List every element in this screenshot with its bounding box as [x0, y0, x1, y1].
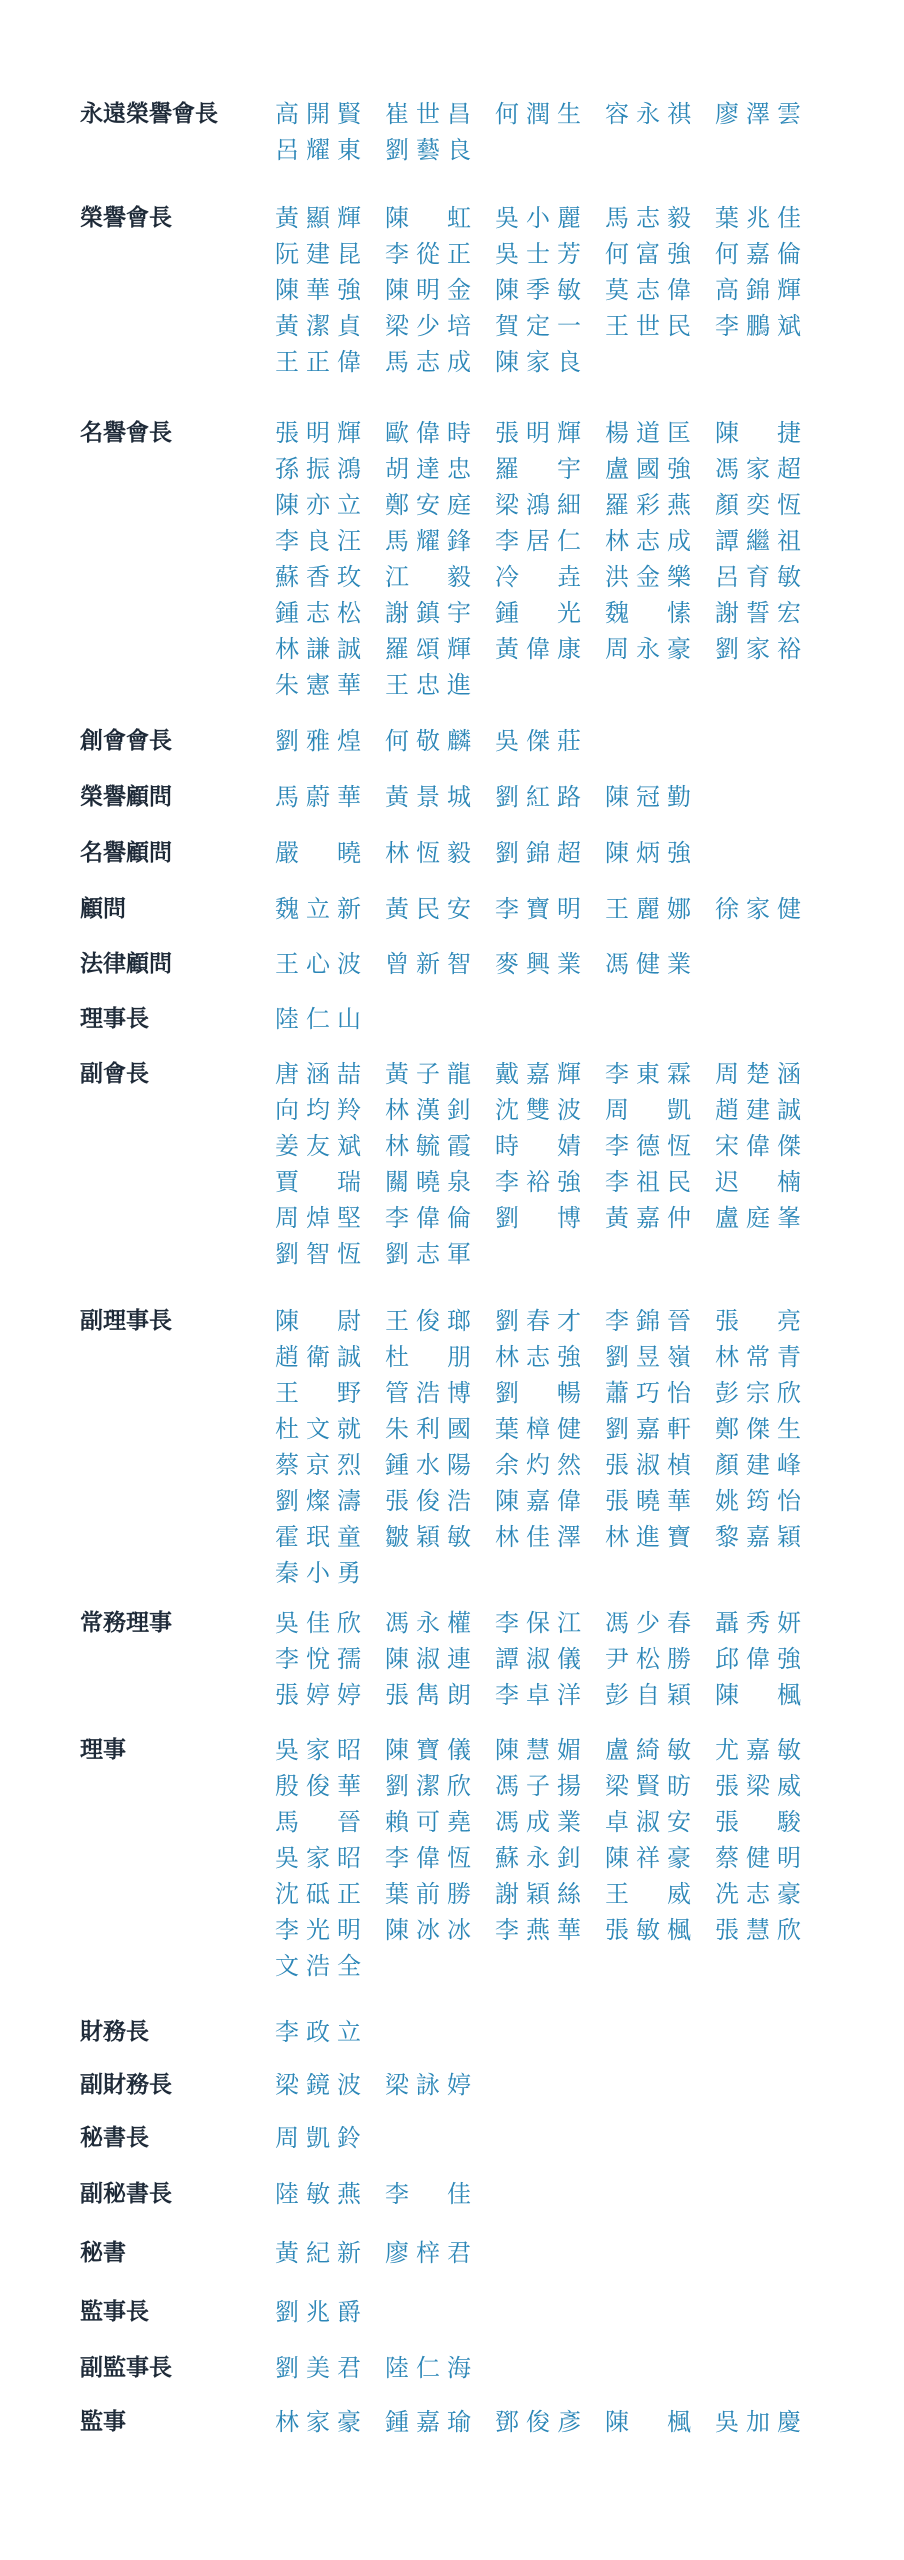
- member-name: 張明輝: [275, 419, 361, 447]
- member-name: 吳士芳: [495, 240, 581, 268]
- member-name: 賀定一: [495, 312, 581, 340]
- member-name: 王忠進: [385, 671, 471, 699]
- member-name: 葉兆佳: [715, 204, 801, 232]
- member-name: 劉雅煌: [275, 727, 361, 755]
- member-name: 李 佳: [385, 2180, 471, 2208]
- name-grid: [275, 950, 835, 979]
- member-name: 陳祥豪: [605, 1844, 691, 1872]
- member-name: 謝鎮宇: [385, 599, 471, 627]
- member-name: 梁少培: [385, 312, 471, 340]
- member-name: 李錦晉: [605, 1307, 691, 1335]
- member-name: 魏 愫: [605, 599, 691, 627]
- member-name: 張明輝: [495, 419, 581, 447]
- member-name: 高開賢: [275, 100, 361, 128]
- member-name: 關曉泉: [385, 1168, 471, 1196]
- member-name: 劉昱嶺: [605, 1343, 691, 1371]
- member-name: 王俊瑯: [385, 1307, 471, 1335]
- member-name: 林漢釗: [385, 1096, 471, 1124]
- name-grid: [275, 783, 835, 812]
- member-name: 冼志豪: [715, 1880, 801, 1908]
- member-name: 迟 楠: [715, 1168, 801, 1196]
- member-name: 馮家超: [715, 455, 801, 483]
- section-title: 法律顧問: [80, 951, 172, 977]
- member-name: 周焯堅: [275, 1204, 361, 1232]
- member-name: 吳家昭: [275, 1844, 361, 1872]
- member-name: 林常青: [715, 1343, 801, 1371]
- member-name: 管浩博: [385, 1379, 471, 1407]
- member-name: 陸仁山: [275, 1005, 361, 1033]
- member-name: 李從正: [385, 240, 471, 268]
- member-name: 劉春才: [495, 1307, 581, 1335]
- member-name: 林佳澤: [495, 1523, 581, 1551]
- member-name: 黃嘉仲: [605, 1204, 691, 1232]
- member-name: 張婷婷: [275, 1681, 361, 1709]
- member-name: 陳慧媚: [495, 1736, 581, 1764]
- member-name: 阮建昆: [275, 240, 361, 268]
- member-name: 趙衛誠: [275, 1343, 361, 1371]
- section-title: 理事長: [80, 1006, 149, 1032]
- member-name: 朱利國: [385, 1415, 471, 1443]
- member-name: 周凱鈴: [275, 2124, 361, 2152]
- member-name: 歐偉時: [385, 419, 471, 447]
- member-name: 霍珉童: [275, 1523, 361, 1551]
- member-name: 黎嘉穎: [715, 1523, 801, 1551]
- name-grid: [275, 839, 835, 868]
- member-name: 譚繼祖: [715, 527, 801, 555]
- member-name: 何潤生: [495, 100, 581, 128]
- section-title: 副監事長: [80, 2355, 172, 2381]
- member-name: 鄧俊彥: [495, 2408, 581, 2436]
- member-name: 劉家裕: [715, 635, 801, 663]
- member-name: 李寶明: [495, 895, 581, 923]
- name-grid: [275, 2298, 835, 2327]
- member-name: 張曉華: [605, 1487, 691, 1515]
- member-name: 張淑楨: [605, 1451, 691, 1479]
- member-name: 唐涵喆: [275, 1060, 361, 1088]
- member-name: 冷 垚: [495, 563, 581, 591]
- member-name: 吳家昭: [275, 1736, 361, 1764]
- member-name: 鄭傑生: [715, 1415, 801, 1443]
- member-name: 麥興業: [495, 950, 581, 978]
- member-name: 林家豪: [275, 2408, 361, 2436]
- member-name: 何嘉倫: [715, 240, 801, 268]
- member-name: 周永豪: [605, 635, 691, 663]
- member-name: 劉智恆: [275, 1240, 361, 1268]
- member-name: 賴可堯: [385, 1808, 471, 1836]
- member-name: 謝誓宏: [715, 599, 801, 627]
- member-name: 文浩全: [275, 1952, 361, 1980]
- section-title: 顧問: [80, 896, 126, 922]
- section-title: 副財務長: [80, 2072, 172, 2098]
- member-name: 馬志成: [385, 348, 471, 376]
- member-name: 吳加慶: [715, 2408, 801, 2436]
- member-name: 張敏楓: [605, 1916, 691, 1944]
- member-name: 戴嘉輝: [495, 1060, 581, 1088]
- member-name: 邱偉強: [715, 1645, 801, 1673]
- section-title: 創會會長: [80, 728, 172, 754]
- member-name: 葉樟健: [495, 1415, 581, 1443]
- member-name: 陳 虹: [385, 204, 471, 232]
- member-name: 秦小勇: [275, 1559, 361, 1587]
- member-name: 顏建峰: [715, 1451, 801, 1479]
- member-name: 林志成: [605, 527, 691, 555]
- member-name: 林毓霞: [385, 1132, 471, 1160]
- member-name: 何富強: [605, 240, 691, 268]
- member-name: 曾新智: [385, 950, 471, 978]
- member-name: 陳冠勤: [605, 783, 691, 811]
- member-name: 陳華強: [275, 276, 361, 304]
- name-grid: [275, 1736, 835, 1981]
- member-name: 廖梓君: [385, 2239, 471, 2267]
- member-name: 莫志偉: [605, 276, 691, 304]
- member-name: 向均羚: [275, 1096, 361, 1124]
- member-name: 沈砥正: [275, 1880, 361, 1908]
- name-grid: [275, 1307, 835, 1588]
- member-name: 劉兆爵: [275, 2298, 361, 2326]
- member-name: 容永祺: [605, 100, 691, 128]
- member-name: 彭自穎: [605, 1681, 691, 1709]
- member-name: 宋偉傑: [715, 1132, 801, 1160]
- name-grid: [275, 2071, 835, 2100]
- member-name: 張雋朗: [385, 1681, 471, 1709]
- member-name: 沈雙波: [495, 1096, 581, 1124]
- member-name: 周 凱: [605, 1096, 691, 1124]
- member-name: 蔡京烈: [275, 1451, 361, 1479]
- member-name: 黃民安: [385, 895, 471, 923]
- name-grid: [275, 2239, 835, 2268]
- member-name: 林志強: [495, 1343, 581, 1371]
- member-name: 劉潔欣: [385, 1772, 471, 1800]
- member-name: 盧綺敏: [605, 1736, 691, 1764]
- member-name: 李保江: [495, 1609, 581, 1637]
- name-grid: [275, 1609, 835, 1710]
- member-name: 陳亦立: [275, 491, 361, 519]
- member-name: 鍾志松: [275, 599, 361, 627]
- member-name: 皺穎敏: [385, 1523, 471, 1551]
- member-name: 陳 尉: [275, 1307, 361, 1335]
- section-title: 名譽會長: [80, 420, 172, 446]
- member-name: 姜友斌: [275, 1132, 361, 1160]
- member-name: 馬耀鋒: [385, 527, 471, 555]
- member-name: 王心波: [275, 950, 361, 978]
- member-name: 王麗娜: [605, 895, 691, 923]
- member-name: 鍾 光: [495, 599, 581, 627]
- member-name: 李良汪: [275, 527, 361, 555]
- member-name: 楊道匡: [605, 419, 691, 447]
- member-name: 廖澤雲: [715, 100, 801, 128]
- member-name: 蘇永釗: [495, 1844, 581, 1872]
- section-title: 榮譽會長: [80, 205, 172, 231]
- member-name: 王 野: [275, 1379, 361, 1407]
- member-name: 顏奕恆: [715, 491, 801, 519]
- member-name: 吳小麗: [495, 204, 581, 232]
- member-name: 江 毅: [385, 563, 471, 591]
- member-name: 黃子龍: [385, 1060, 471, 1088]
- member-name: 孫振鴻: [275, 455, 361, 483]
- member-name: 劉嘉軒: [605, 1415, 691, 1443]
- member-name: 李居仁: [495, 527, 581, 555]
- member-name: 彭宗欣: [715, 1379, 801, 1407]
- member-name: 林恆毅: [385, 839, 471, 867]
- name-grid: [275, 727, 835, 756]
- member-name: 劉 博: [495, 1204, 581, 1232]
- member-name: 吳佳欣: [275, 1609, 361, 1637]
- name-grid: [275, 2124, 835, 2153]
- member-name: 馬志毅: [605, 204, 691, 232]
- section-title: 監事長: [80, 2299, 149, 2325]
- member-name: 聶秀妍: [715, 1609, 801, 1637]
- name-grid: [275, 1060, 835, 1269]
- member-name: 張俊浩: [385, 1487, 471, 1515]
- member-name: 梁詠婷: [385, 2071, 471, 2099]
- member-name: 陳 楓: [605, 2408, 691, 2436]
- member-name: 盧國強: [605, 455, 691, 483]
- member-name: 陸仁海: [385, 2354, 471, 2382]
- member-name: 陳冰冰: [385, 1916, 471, 1944]
- member-name: 呂耀東: [275, 136, 361, 164]
- member-name: 蕭巧怡: [605, 1379, 691, 1407]
- member-name: 馮子揚: [495, 1772, 581, 1800]
- member-name: 黃顯輝: [275, 204, 361, 232]
- member-name: 王 威: [605, 1880, 691, 1908]
- name-grid: [275, 2354, 835, 2383]
- section-title: 名譽顧問: [80, 840, 172, 866]
- member-name: 梁賢昉: [605, 1772, 691, 1800]
- member-name: 崔世昌: [385, 100, 471, 128]
- member-name: 黃偉康: [495, 635, 581, 663]
- member-name: 林進寶: [605, 1523, 691, 1551]
- member-name: 周楚涵: [715, 1060, 801, 1088]
- member-name: 劉錦超: [495, 839, 581, 867]
- member-name: 李燕華: [495, 1916, 581, 1944]
- name-grid: [275, 2180, 835, 2209]
- member-name: 呂育敏: [715, 563, 801, 591]
- member-name: 王世民: [605, 312, 691, 340]
- name-grid: [275, 2018, 835, 2047]
- member-name: 李悅孺: [275, 1645, 361, 1673]
- section-title: 理事: [80, 1737, 126, 1763]
- member-name: 姚筠怡: [715, 1487, 801, 1515]
- section-title: 秘書: [80, 2240, 126, 2266]
- member-name: 陳淑連: [385, 1645, 471, 1673]
- section-title: 監事: [80, 2409, 126, 2435]
- member-name: 梁鏡波: [275, 2071, 361, 2099]
- member-name: 趙建誠: [715, 1096, 801, 1124]
- member-name: 盧庭峯: [715, 1204, 801, 1232]
- member-name: 魏立新: [275, 895, 361, 923]
- member-name: 鍾水陽: [385, 1451, 471, 1479]
- member-name: 劉 暢: [495, 1379, 581, 1407]
- section-title: 秘書長: [80, 2125, 149, 2151]
- member-name: 羅 宇: [495, 455, 581, 483]
- member-name: 陳寶儀: [385, 1736, 471, 1764]
- member-name: 吳傑莊: [495, 727, 581, 755]
- member-name: 朱憲華: [275, 671, 361, 699]
- member-name: 馬 晉: [275, 1808, 361, 1836]
- name-grid: [275, 204, 835, 377]
- member-name: 張慧欣: [715, 1916, 801, 1944]
- member-name: 王正偉: [275, 348, 361, 376]
- member-name: 劉美君: [275, 2354, 361, 2382]
- member-name: 李光明: [275, 1916, 361, 1944]
- section-title: 副秘書長: [80, 2181, 172, 2207]
- member-name: 羅頌輝: [385, 635, 471, 663]
- member-name: 李德恆: [605, 1132, 691, 1160]
- section-title: 常務理事: [80, 1610, 172, 1636]
- member-name: 馮成業: [495, 1808, 581, 1836]
- name-grid: [275, 895, 835, 924]
- member-name: 黃潔貞: [275, 312, 361, 340]
- member-name: 蔡健明: [715, 1844, 801, 1872]
- member-name: 李祖民: [605, 1168, 691, 1196]
- member-name: 嚴 曉: [275, 839, 361, 867]
- member-name: 劉志軍: [385, 1240, 471, 1268]
- member-name: 李偉倫: [385, 1204, 471, 1232]
- member-name: 鄭安庭: [385, 491, 471, 519]
- member-name: 梁鴻細: [495, 491, 581, 519]
- member-name: 黃景城: [385, 783, 471, 811]
- member-name: 陳季敏: [495, 276, 581, 304]
- member-name: 馬蔚華: [275, 783, 361, 811]
- member-name: 馮少春: [605, 1609, 691, 1637]
- member-name: 張梁威: [715, 1772, 801, 1800]
- member-name: 卓淑安: [605, 1808, 691, 1836]
- section-title: 副會長: [80, 1061, 149, 1087]
- member-name: 劉藝良: [385, 136, 471, 164]
- member-name: 陳家良: [495, 348, 581, 376]
- member-name: 李裕強: [495, 1168, 581, 1196]
- name-grid: [275, 100, 835, 165]
- member-name: 杜 朋: [385, 1343, 471, 1371]
- member-name: 杜文就: [275, 1415, 361, 1443]
- member-name: 尤嘉敏: [715, 1736, 801, 1764]
- member-name: 羅彩燕: [605, 491, 691, 519]
- member-name: 謝穎絲: [495, 1880, 581, 1908]
- member-name: 葉前勝: [385, 1880, 471, 1908]
- member-name: 時 婧: [495, 1132, 581, 1160]
- member-name: 李偉恆: [385, 1844, 471, 1872]
- section-title: 財務長: [80, 2019, 149, 2045]
- member-name: 李卓洋: [495, 1681, 581, 1709]
- member-name: 陳 楓: [715, 1681, 801, 1709]
- member-name: 陳 捷: [715, 419, 801, 447]
- member-name: 林謙誠: [275, 635, 361, 663]
- member-name: 洪金樂: [605, 563, 691, 591]
- member-name: 馮健業: [605, 950, 691, 978]
- member-name: 余灼然: [495, 1451, 581, 1479]
- member-name: 劉紅路: [495, 783, 581, 811]
- member-name: 劉燦濤: [275, 1487, 361, 1515]
- member-name: 殷俊華: [275, 1772, 361, 1800]
- member-name: 李鵬斌: [715, 312, 801, 340]
- member-name: 譚淑儀: [495, 1645, 581, 1673]
- member-name: 張 亮: [715, 1307, 801, 1335]
- member-name: 李東霖: [605, 1060, 691, 1088]
- member-name: 鍾嘉瑜: [385, 2408, 471, 2436]
- member-name: 胡達忠: [385, 455, 471, 483]
- section-title: 副理事長: [80, 1308, 172, 1334]
- name-grid: [275, 1005, 835, 1034]
- member-name: 陳嘉偉: [495, 1487, 581, 1515]
- member-name: 高錦輝: [715, 276, 801, 304]
- name-grid: [275, 2408, 835, 2437]
- member-name: 陳炳強: [605, 839, 691, 867]
- member-name: 李政立: [275, 2018, 361, 2046]
- member-name: 尹松勝: [605, 1645, 691, 1673]
- member-name: 陸敏燕: [275, 2180, 361, 2208]
- member-name: 徐家健: [715, 895, 801, 923]
- member-name: 陳明金: [385, 276, 471, 304]
- section-title: 榮譽顧問: [80, 784, 172, 810]
- member-name: 張 駿: [715, 1808, 801, 1836]
- member-name: 賈 瑞: [275, 1168, 361, 1196]
- name-grid: [275, 419, 835, 700]
- member-name: 馮永權: [385, 1609, 471, 1637]
- section-title: 永遠榮譽會長: [80, 101, 218, 127]
- member-name: 黃紀新: [275, 2239, 361, 2267]
- member-name: 蘇香玫: [275, 563, 361, 591]
- member-name: 何敬麟: [385, 727, 471, 755]
